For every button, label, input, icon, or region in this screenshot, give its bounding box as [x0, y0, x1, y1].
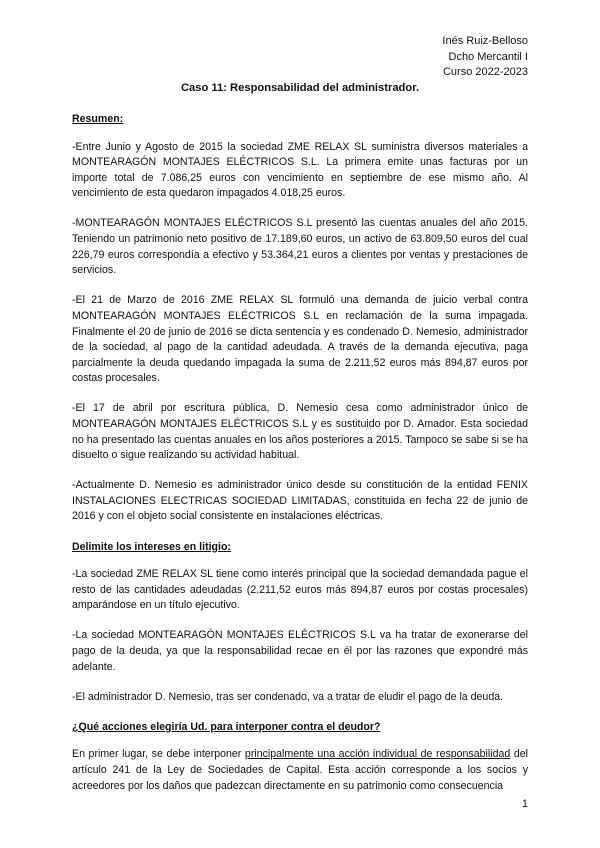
intereses-paragraph-2: -La sociedad MONTEARAGÓN MONTAJES ELÉCTRICOS S.L va ha tratar de exonerarse del pago de la deuda, ya que la responsabilidad recae en él por las razones que expondré más adelante.: [72, 629, 528, 673]
document-title: Caso 11: Responsabilidad del administrador.: [180, 82, 420, 94]
author-name: Inés Ruiz-Belloso: [442, 35, 528, 47]
resumen-paragraph-2: -MONTEARAGÓN MONTAJES ELÉCTRICOS S.L presentó las cuentas anuales del año 2015. Teniendo un patrimonio neto positivo de 17.189,60 euros, un activo de 63.809,50 euros del cual 226,79 euros correspondía a efectivo y 53.364,21 euros a clientes por ventas y prestaciones de servicios.: [72, 217, 528, 277]
resumen-heading: Resumen:: [72, 113, 124, 125]
resumen-paragraph-5: -Actualmente D. Nemesio es administrador único desde su constitución de la entidad FENIX INSTALACIONES ELECTRICAS SOCIEDAD LIMITADAS, constituida en fecha 22 de junio de 2016 y con el objeto social consistente en instalaciones eléctricas.: [72, 479, 528, 523]
acciones-paragraph: [72, 747, 528, 794]
resumen-paragraph-4: -El 17 de abril por escritura pública, D. Nemesio cesa como administrador único de MONTEARAGÓN MONTAJES ELÉCTRICOS S.L y es sustituido por D. Amador. Esta sociedad no ha presentado las cuentas anuales en los años posteriores a 2015. Tampoco se sabe si se ha disuelto o sigue realizando su actividad habitual.: [72, 402, 528, 462]
acciones-text-underlined: principalmente una acción individual de responsabilidad: [244, 748, 511, 761]
intereses-paragraph-1: -La sociedad ZME RELAX SL tiene como interés principal que la sociedad demandada pague el resto de las cantidades adeudadas (2.211,52 euros más 894,87 euros por costas procesales) amparándose en un título ejecutivo.: [72, 568, 528, 612]
resumen-paragraph-1: -Entre Junio y Agosto de 2015 la sociedad ZME RELAX SL suministra diversos materiales a MONTEARAGÓN MONTAJES ELÉCTRICOS S.L. La primera emite unas facturas por un importe total de 7.086,25 euros con vencimiento en septiembre de ese mismo año. Al vencimiento de esta quedaron impagados 4.018,25 euros.: [72, 140, 528, 200]
acciones-text-post: del artículo 241 de la Ley de Sociedades de Capital. Esta acción corresponde a los socios y acreedores por los daños que padezcan directamente en su patrimonio como consecuencia: [72, 748, 528, 792]
course-name: Dcho Mercantil I: [448, 50, 528, 63]
page-number: 1: [521, 798, 528, 810]
page-header: [442, 34, 528, 81]
intereses-paragraph-3: -El administrador D. Nemesio, tras ser condenado, va a tratar de eludir el pago de la deuda.: [72, 690, 504, 703]
resumen-paragraph-3: -El 21 de Marzo de 2016 ZME RELAX SL formuló una demanda de juicio verbal contra MONTEARAGÓN MONTAJES ELÉCTRICOS S.L en reclamación de la suma impagada. Finalmente el 20 de junio de 2016 se dicta sentencia y es condenado D. Nemesio, administrador de la sociedad, al pago de la cantidad adeudada. A través de la demanda ejecutiva, paga parcialmente la deuda quedando impagada la suma de 2.211,52 euros más 894,87 euros por costas procesales.: [72, 294, 528, 385]
acciones-text-pre: En primer lugar, se debe interponer: [72, 748, 245, 761]
intereses-heading: Delimite los intereses en litigio:: [72, 540, 231, 553]
document-body: [72, 112, 528, 809]
acciones-heading: ¿Qué acciones elegiría Ud. para interponer contra el deudor?: [72, 720, 381, 733]
course-year: Curso 2022-2023: [442, 66, 528, 78]
